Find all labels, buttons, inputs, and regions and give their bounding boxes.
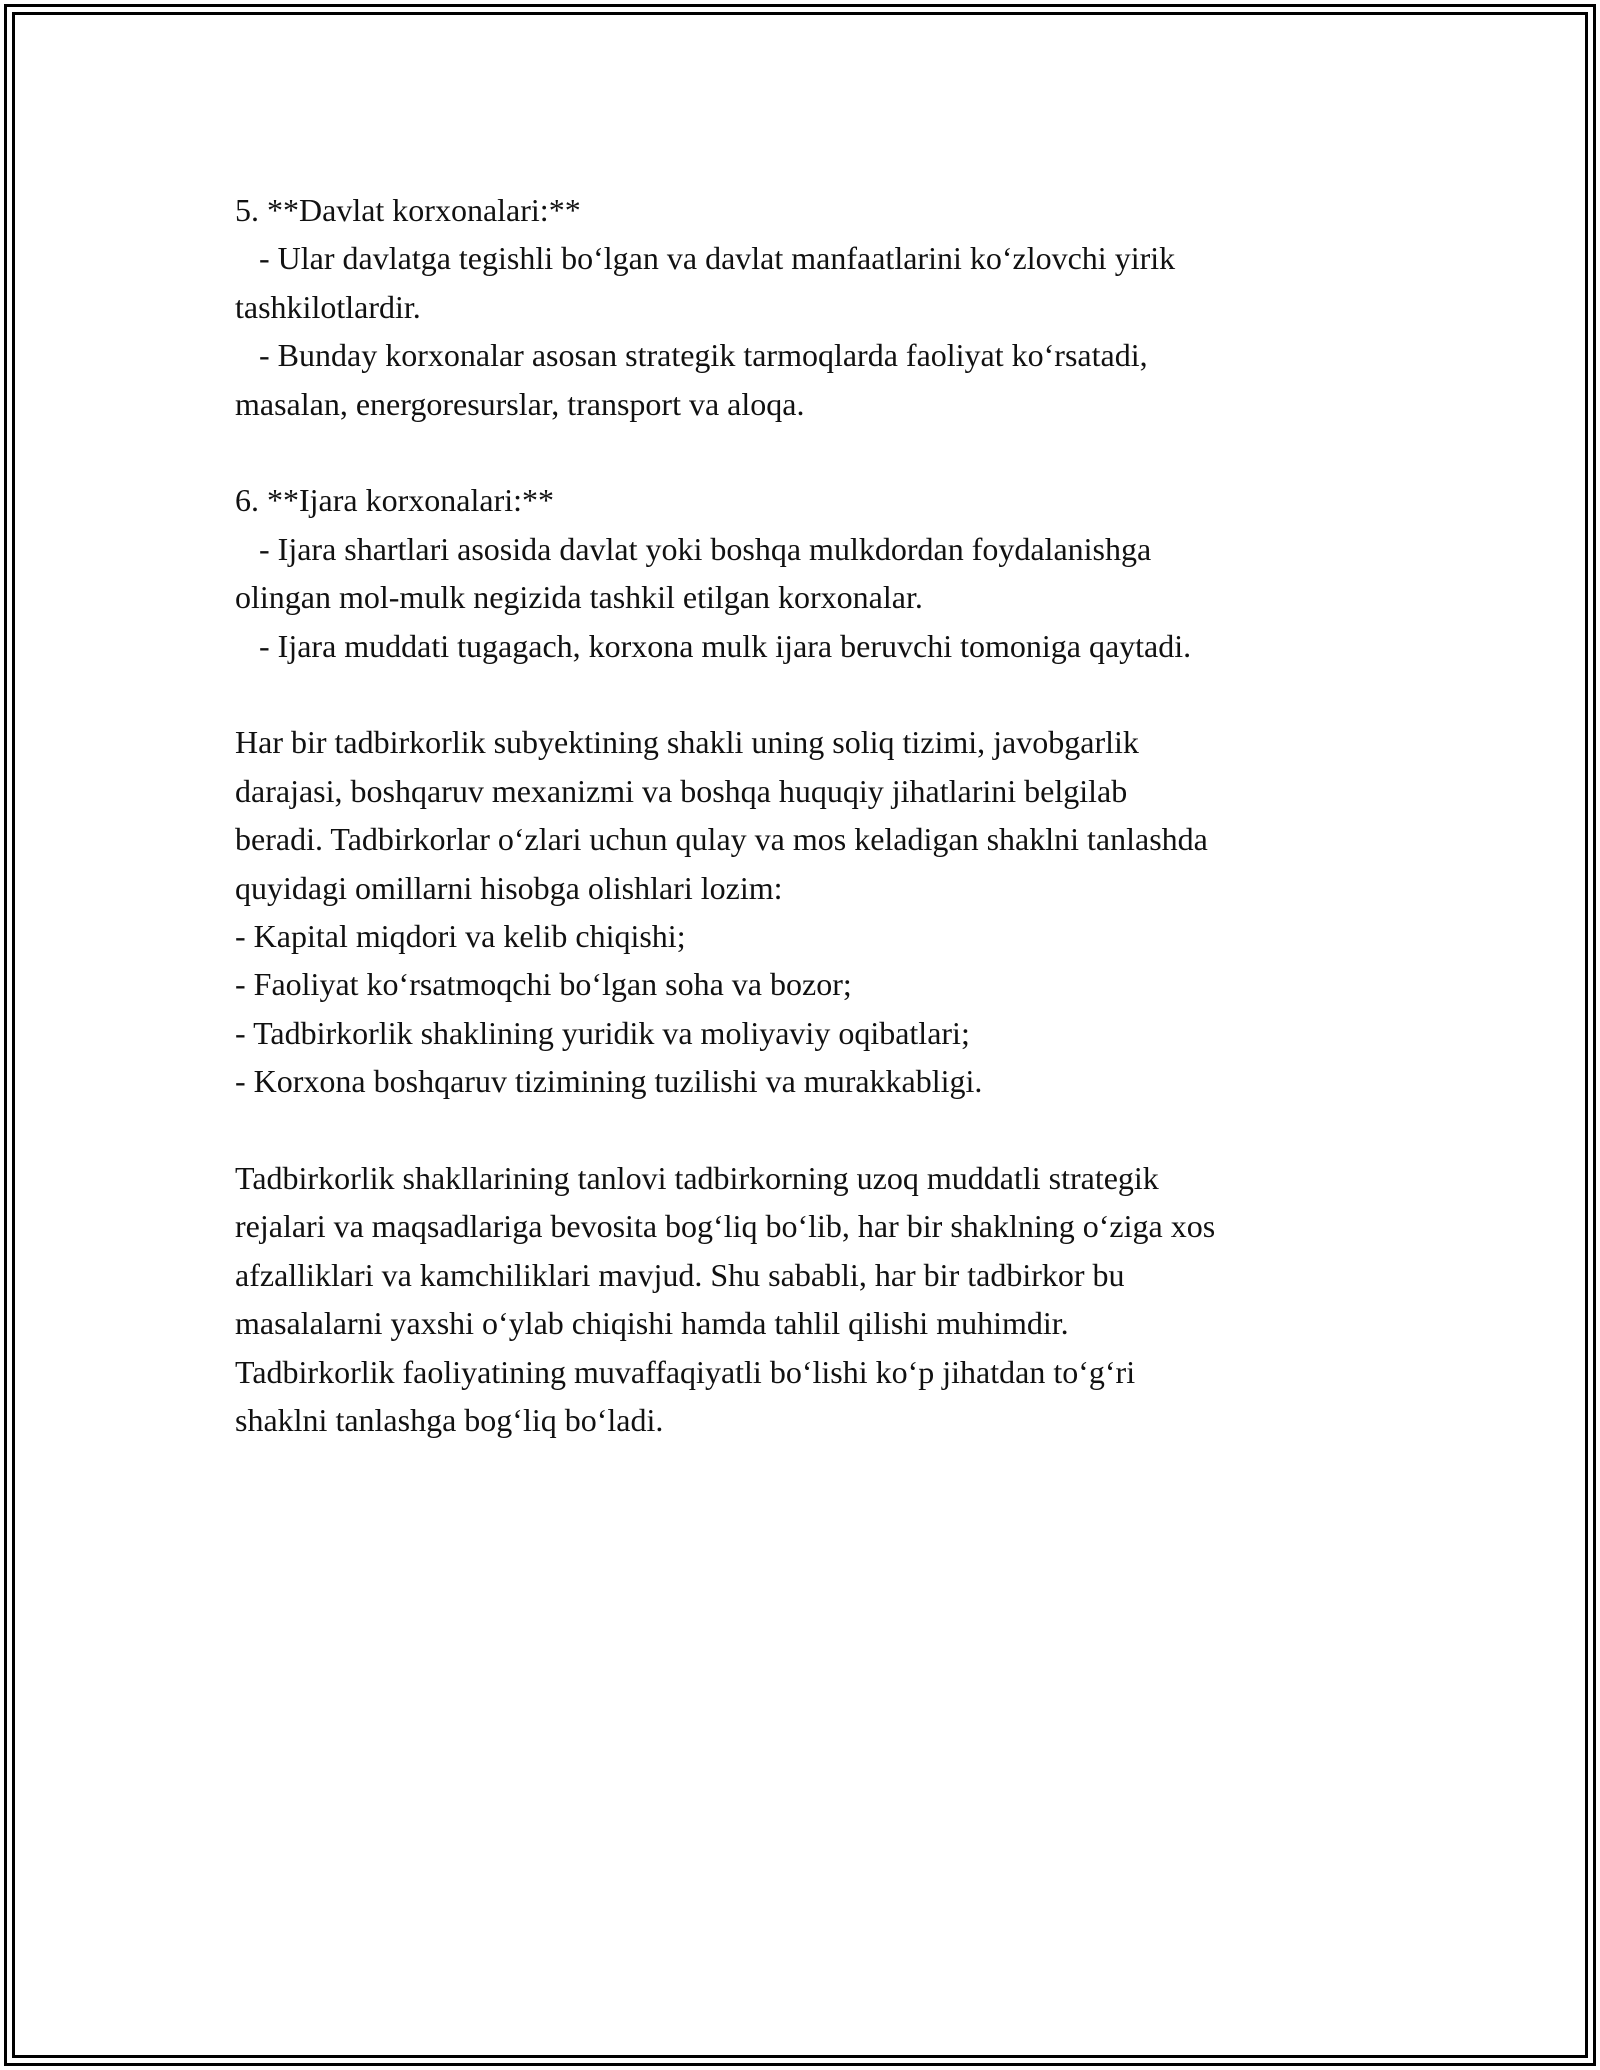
section-heading: 5. **Davlat korxonalari:** [235,192,581,228]
paragraph-shakl-tanlash-omillari [235,718,1385,1105]
document-body [235,186,1385,1445]
text-line: olingan mol-mulk negizida tashkil etilgan korxonalar. [235,579,923,616]
section-davlat-korxonalari [235,186,1385,428]
paragraph-xulosa [235,1154,1385,1444]
text-line: beradi. Tadbirkorlar o‘zlari uchun qulay va mos keladigan shaklni tanlashda [235,821,1208,858]
text-line: - Ular davlatga tegishli bo‘lgan va davlat manfaatlarini ko‘zlovchi yirik [235,240,1176,277]
text-line: masalalarni yaxshi o‘ylab chiqishi hamda tahlil qilishi muhimdir. [235,1305,1069,1342]
paragraph-gap [235,428,1385,476]
text-line: shaklni tanlashga bog‘liq bo‘ladi. [235,1402,664,1439]
list-item: - Faoliyat ko‘rsatmoqchi bo‘lgan soha va bozor; [235,966,852,1003]
paragraph-gap [235,670,1385,718]
list-item: - Korxona boshqaruv tizimining tuzilishi va murakkabligi. [235,1063,983,1100]
text-line: quyidagi omillarni hisobga olishlari lozim: [235,869,783,906]
section-ijara-korxonalari [235,476,1385,670]
text-line: Har bir tadbirkorlik subyektining shakli uning soliq tizimi, javobgarlik [235,724,1139,761]
text-line: masalan, energoresurslar, transport va aloqa. [235,385,805,422]
text-line: rejalari va maqsadlariga bevosita bog‘liq bo‘lib, har bir shaklning o‘ziga xos [235,1208,1216,1245]
text-line: - Bunday korxonalar asosan strategik tarmoqlarda faoliyat ko‘rsatadi, [235,337,1148,374]
list-item: - Tadbirkorlik shaklining yuridik va moliyaviy oqibatlari; [235,1014,970,1051]
text-line: - Ijara muddati tugagach, korxona mulk ijara beruvchi tomoniga qaytadi. [235,627,1192,664]
paragraph-gap [235,1106,1385,1154]
text-line: darajasi, boshqaruv mexanizmi va boshqa huquqiy jihatlarini belgilab [235,772,1128,809]
list-item: - Kapital miqdori va kelib chiqishi; [235,918,686,955]
text-line: Tadbirkorlik faoliyatining muvaffaqiyatli bo‘lishi ko‘p jihatdan to‘g‘ri [235,1353,1136,1390]
section-heading: 6. **Ijara korxonalari:** [235,482,554,519]
text-line: - Ijara shartlari asosida davlat yoki boshqa mulkdordan foydalanishga [235,530,1152,567]
text-line: Tadbirkorlik shakllarining tanlovi tadbirkorning uzoq muddatli strategik [235,1160,1159,1197]
text-line: tashkilotlardir. [235,288,421,325]
text-line: afzalliklari va kamchiliklari mavjud. Shu sababli, har bir tadbirkor bu [235,1256,1125,1293]
